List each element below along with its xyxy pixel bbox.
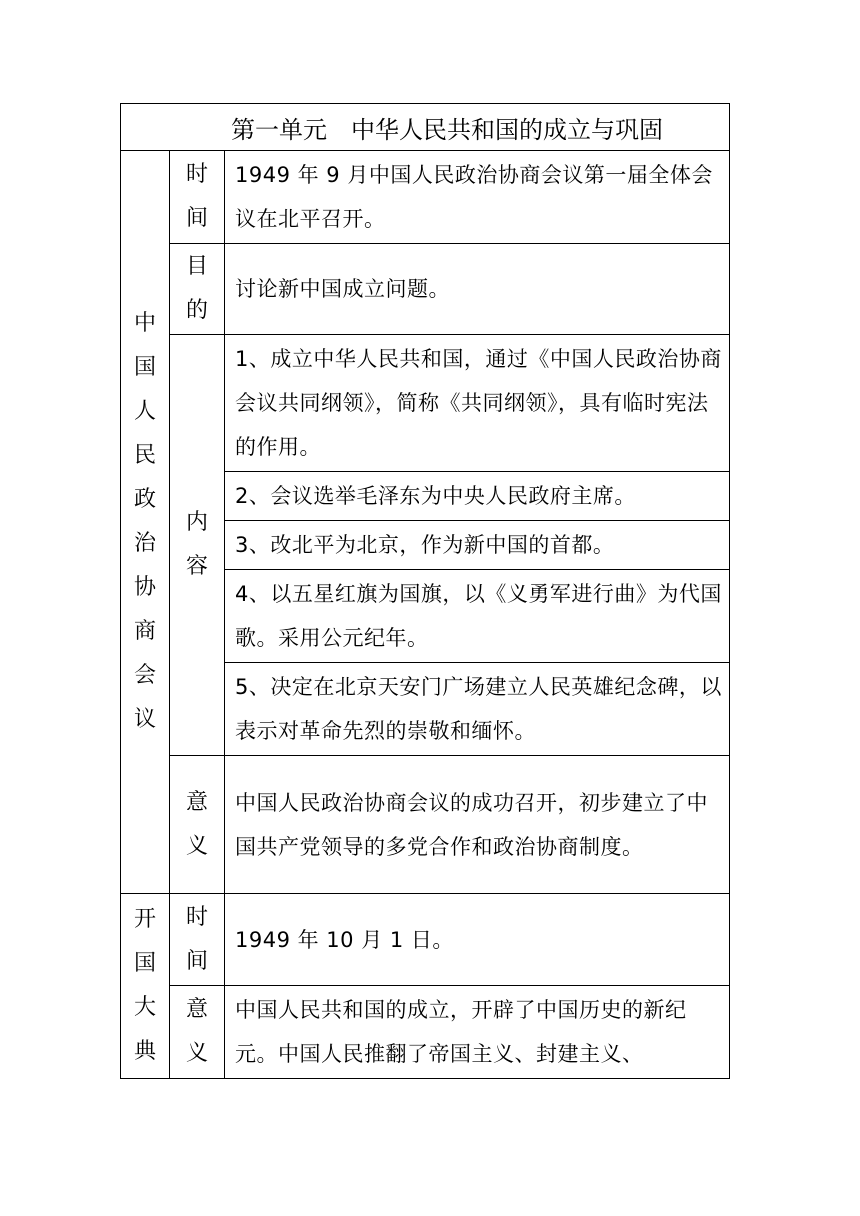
label-char: 义 [185, 833, 208, 859]
content-purpose: 讨论新中国成立问题。 [225, 244, 730, 335]
content-time: 1949 年 9 月中国人民政治协商会议第一届全体会议在北平召开。 [225, 151, 730, 244]
content-item-3: 3、改北平为北京，作为新中国的首都。 [225, 521, 730, 570]
row-label-time [170, 151, 225, 244]
label-char: 协 [133, 575, 156, 600]
label-char: 义 [185, 1041, 208, 1066]
history-table [120, 103, 730, 1079]
label-char: 民 [133, 443, 156, 468]
label-char: 政 [133, 487, 156, 512]
label-char: 意 [185, 997, 208, 1022]
label-char: 会 [133, 663, 156, 688]
label-char: 开 [133, 907, 156, 932]
section-label-cppcc [121, 151, 170, 894]
label-char: 治 [133, 531, 156, 556]
label-char: 目 [185, 254, 208, 279]
label-char: 大 [133, 995, 156, 1020]
label-char: 时 [185, 904, 208, 930]
label-char: 典 [133, 1039, 156, 1064]
content-founding-time: 1949 年 10 月 1 日。 [225, 894, 730, 986]
row-label-content [170, 335, 225, 756]
label-char: 中 [133, 311, 156, 336]
row-label-time [170, 894, 225, 986]
row-label-purpose [170, 244, 225, 335]
label-char: 商 [133, 619, 156, 644]
label-char: 意 [185, 789, 208, 815]
section-label-founding [121, 894, 170, 1079]
content-item-4: 4、以五星红旗为国旗，以《义勇军进行曲》为代国歌。采用公元纪年。 [225, 570, 730, 663]
label-char: 时 [185, 162, 208, 187]
content-significance: 中国人民政治协商会议的成功召开，初步建立了中国共产党领导的多党合作和政治协商制度。 [225, 756, 730, 894]
label-char: 国 [133, 355, 156, 380]
content-item-2: 2、会议选举毛泽东为中央人民政府主席。 [225, 472, 730, 521]
label-char: 间 [185, 206, 208, 231]
label-char: 议 [133, 707, 156, 732]
row-label-significance [170, 756, 225, 894]
content-item-1: 1、成立中华人民共和国，通过《中国人民政治协商会议共同纲领》，简称《共同纲领》，具有临时宪法的作用。 [225, 335, 730, 472]
label-char: 的 [185, 298, 208, 323]
label-char: 容 [185, 554, 208, 579]
unit-title: 第一单元 中华人民共和国的成立与巩固 [121, 104, 730, 151]
label-char: 间 [185, 948, 208, 974]
content-item-5: 5、决定在北京天安门广场建立人民英雄纪念碑，以表示对革命先烈的崇敬和缅怀。 [225, 663, 730, 756]
label-char: 内 [185, 510, 208, 535]
label-char: 人 [133, 399, 156, 424]
label-char: 国 [133, 951, 156, 976]
row-label-significance [170, 986, 225, 1079]
content-founding-significance: 中国人民共和国的成立，开辟了中国历史的新纪元。中国人民推翻了帝国主义、封建主义、 [225, 986, 730, 1079]
